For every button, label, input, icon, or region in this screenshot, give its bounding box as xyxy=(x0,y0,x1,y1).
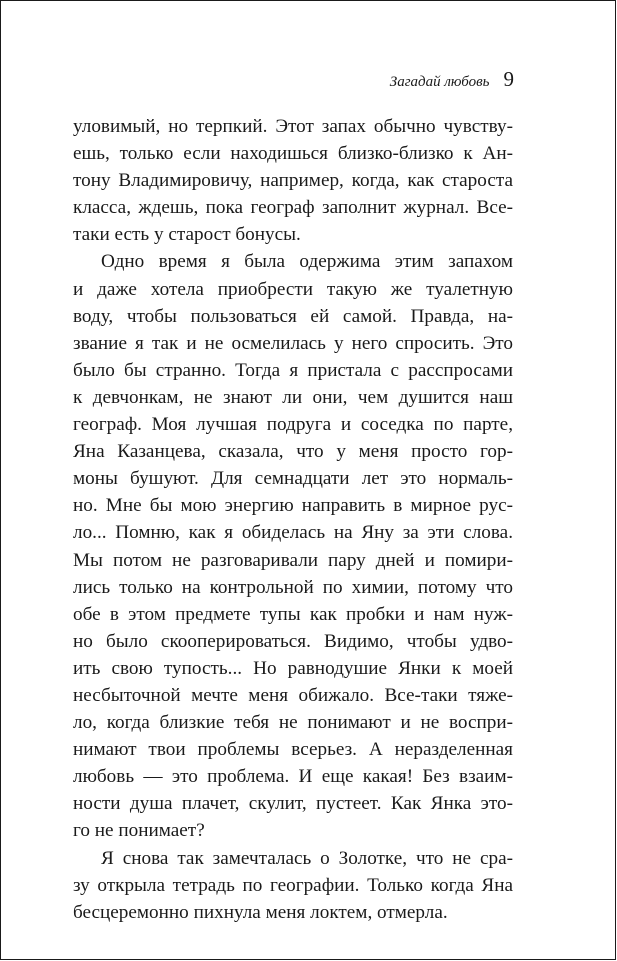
text-line: Я снова так замечталась о Золотке, что не сра- xyxy=(101,847,513,869)
text-line: лись только на контрольной по химии, потому что xyxy=(73,576,513,598)
text-line: но. Мне бы мою энергию направить в мирное рус- xyxy=(73,495,513,517)
body-text xyxy=(73,113,513,926)
text-line: ло, когда близкие тебя не понимают и не воспри- xyxy=(73,712,513,734)
text-line: Яна Казанцева, сказала, что у меня просто гор- xyxy=(73,441,513,463)
text-line: Одно время я была одержима этим запахом xyxy=(101,251,513,273)
text-line: ешь, только если находишься близко-близко к Ан- xyxy=(73,143,513,165)
paragraph xyxy=(73,113,513,248)
text-line: нимают твои проблемы всерьез. А неразделенная xyxy=(73,739,513,761)
text-line: и даже хотела приобрести такую же туалетную xyxy=(73,278,513,300)
text-line: класса, ждешь, пока географ заполнит журнал. Все- xyxy=(73,197,513,219)
page-number: 9 xyxy=(503,67,514,91)
text-line: ности душа плачет, скулит, пустеет. Как Янка это- xyxy=(73,793,513,815)
running-title: Загадай любовь xyxy=(389,74,490,90)
text-line: географ. Моя лучшая подруга и соседка по парте, xyxy=(73,414,513,436)
text-line: было бы странно. Тогда я пристала с расспросами xyxy=(73,359,513,381)
text-line: звание я так и не осмелилась у него спросить. Это xyxy=(73,332,513,354)
paragraph xyxy=(73,248,513,844)
text-line: таки есть у старост бонусы. xyxy=(73,224,301,246)
text-line: Мы потом не разговаривали пару дней и помири- xyxy=(73,549,513,571)
text-line: ить свою тупость... Но равнодушие Янки к моей xyxy=(73,657,513,679)
text-line: воду, чтобы пользоваться ей самой. Правда, на- xyxy=(73,305,513,327)
text-line: тону Владимировичу, например, когда, как староста xyxy=(73,170,513,192)
text-line: моны бушуют. Для семнадцати лет это нормаль- xyxy=(73,468,513,490)
text-line: обе в этом предмете тупы как пробки и нам нуж- xyxy=(73,603,513,625)
text-line: бесцеремонно пихнула меня локтем, отмерла. xyxy=(73,901,448,923)
text-line: несбыточной мечте меня обижало. Все-таки тяже- xyxy=(73,684,513,706)
text-line: любовь — это проблема. И еще какая! Без взаим- xyxy=(73,766,513,788)
text-line: зу открыла тетрадь по географии. Только когда Яна xyxy=(73,874,513,896)
paragraph xyxy=(73,845,513,926)
text-line: уловимый, но терпкий. Этот запах обычно чувству- xyxy=(73,116,513,137)
text-line: но было скооперироваться. Видимо, чтобы удво- xyxy=(73,630,513,652)
text-line: к девчонкам, не знают ли они, чем душится наш xyxy=(73,386,513,408)
text-line: го не понимает? xyxy=(73,820,205,842)
running-header xyxy=(390,67,514,92)
text-line: ло... Помню, как я обиделась на Яну за эти слова. xyxy=(73,522,513,544)
